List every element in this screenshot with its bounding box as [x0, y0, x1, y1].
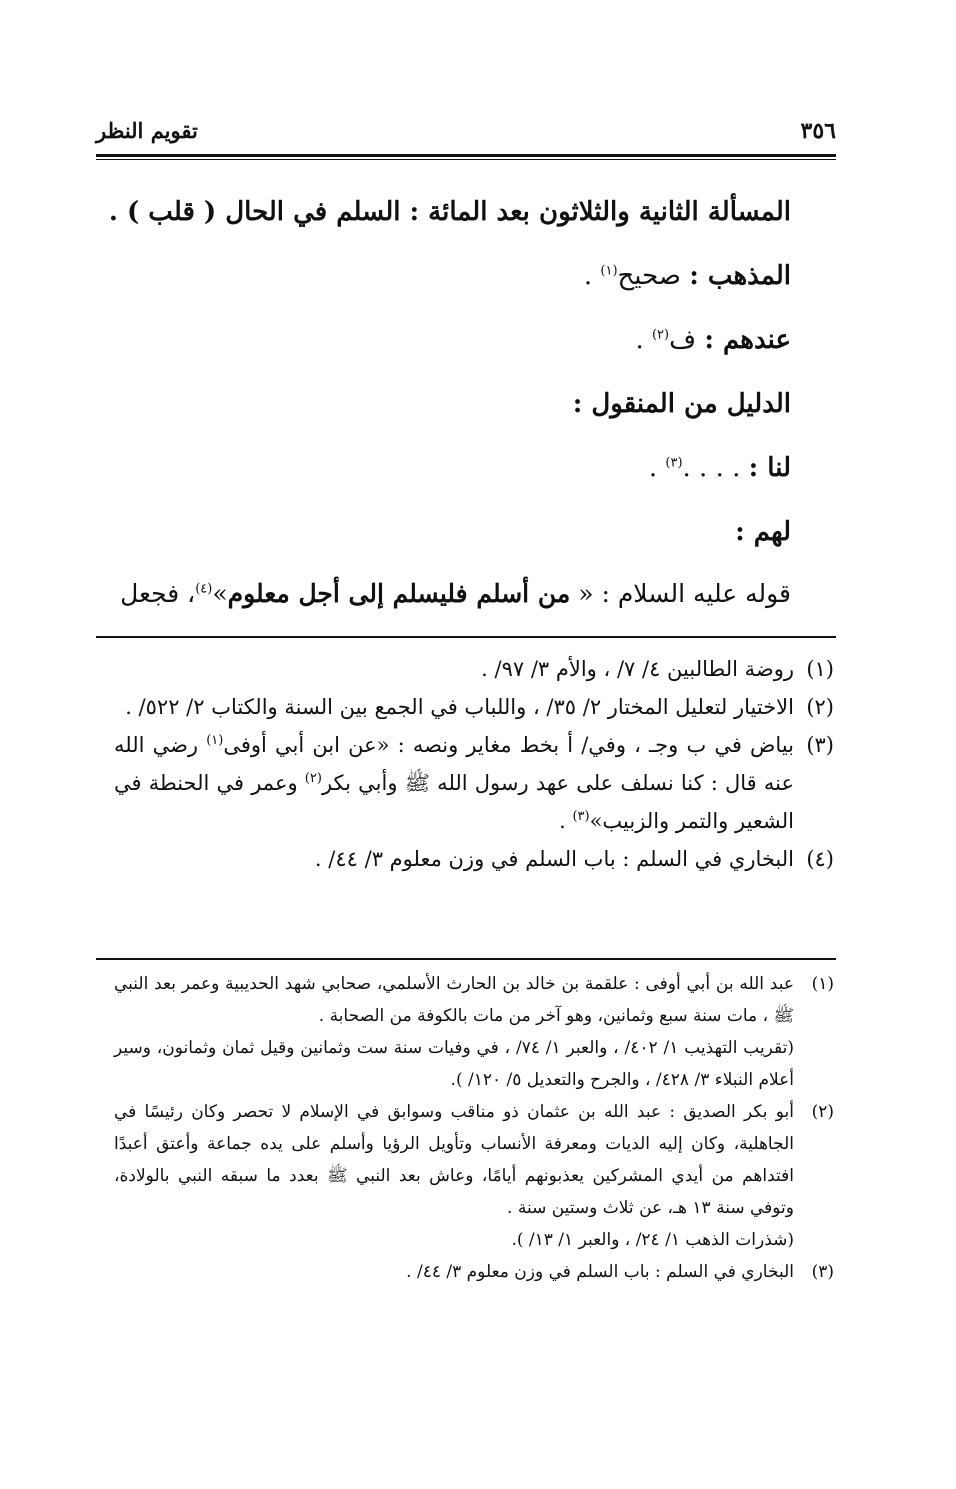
running-title: تقويم النظر [96, 118, 198, 143]
footnote-item: (٣) بياض في ب وجـ ، وفي/ أ بخط مغاير ونصه : «عن ابن أبي أوفى$^{(١)}$ رضي الله عنه قال : كنا نسلف على عهد رسول الله ﷺ وأبي بكر$^{(٢)}$ وعمر في الحنطة في الشعير والتمر والزبيب»$^{(٣)}$ . [114, 733, 834, 833]
footnote-ref: (٣) [665, 455, 683, 471]
footnote-divider [96, 636, 836, 638]
issue-title: المسألة الثانية والثلاثون بعد المائة : السلم في الحال ( قلب ) . [108, 197, 791, 227]
evidence-heading: الدليل من المنقول : [572, 389, 791, 419]
page-number: ٣٥٦ [800, 118, 836, 144]
footnotes-primary [114, 650, 834, 878]
footnote-ref: (٤) [195, 581, 213, 597]
footnote-item: (٢) الاختيار لتعليل المختار ٢/ ٣٥/ ، واللباب في الجمع بين السنة والكتاب ٢/ ٥٢٢/ . [125, 695, 834, 719]
indahum-line: عندهم : ف$^{(٢)}$ . [635, 325, 791, 355]
quote-line: قوله عليه السلام : « من أسلم فليسلم إلى أجل معلوم»$^{(٤)}$، فجعل [120, 579, 791, 608]
subfootnote-divider [96, 958, 836, 960]
hadith-quote: من أسلم فليسلم إلى أجل معلوم [227, 579, 571, 608]
footnote-ref: (١) [600, 263, 618, 279]
header-rule [96, 154, 836, 157]
footnotes-secondary [114, 968, 834, 1288]
subfootnote-item: (٢) أبو بكر الصديق : عبد الله بن عثمان ذو مناقب وسوابق في الإسلام لا تحصر وكان رئيسًا في الجاهلية، وكان إليه الديات ومعرفة الأنساب وتأويل الرؤيا وأسلم على يده جماعة وأعتق أعبدًا افتداهم من أيدي المشركين يعذبونهم أيامًا، وعاش بعد النبي ﷺ بعدد ما سبقه النبي بالولادة، وتوفي سنة ١٣ هـ، عن ثلاث وستين سنة . (شذرات الذهب ١/ ٢٤/ ، والعبر ١/ ١٣/ ). [114, 1102, 834, 1250]
footnote-ref: (١) [206, 733, 224, 748]
header-rule-thin [96, 159, 836, 160]
lahum-line: لهم : [735, 517, 791, 547]
footnote-item: (٤) البخاري في السلم : باب السلم في وزن معلوم ٣/ ٤٤/ . [314, 847, 834, 871]
madhhab-line: المذهب : صحيح$^{(١)}$ . [583, 261, 791, 291]
footnote-ref: (٣) [572, 809, 590, 824]
lana-line: لنا : . . . .$^{(٣)}$ . [648, 453, 791, 483]
footnote-item: (١) روضة الطالبين ٤/ ٧/ ، والأم ٣/ ٩٧/ . [481, 657, 834, 681]
subfootnote-item: (٣) البخاري في السلم : باب السلم في وزن معلوم ٣/ ٤٤/ . [406, 1262, 834, 1282]
subfootnote-item: (١) عبد الله بن أبي أوفى : علقمة بن خالد بن الحارث الأسلمي، صحابي شهد الحديبية وعمر بعد النبي ﷺ ، مات سنة سبع وثمانين، وهو آخر من مات بالكوفة من الصحابة . (تقريب التهذيب ١/ ٤٠٢/ ، والعبر ١/ ٧٤/ ، في وفيات سنة ست وثمانين وقيل ثمان وثمانون، وسير أعلام النبلاء ٣/ ٤٢٨/ ، والجرح والتعديل ٥/ ١٢٠/ ). [114, 974, 834, 1090]
main-text [108, 180, 791, 564]
footnote-ref: (٢) [304, 771, 322, 786]
footnote-ref: (٢) [651, 327, 670, 343]
